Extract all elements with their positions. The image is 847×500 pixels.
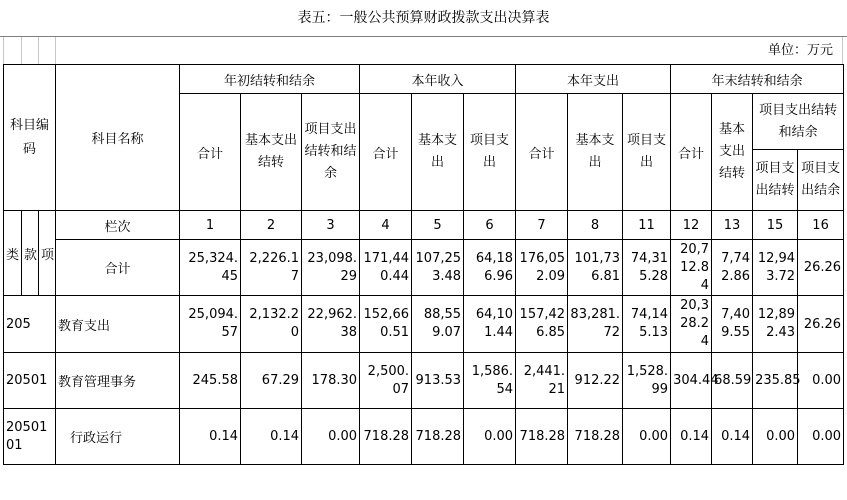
table-title: 表五：一般公共预算财政拨款支出决算表 — [297, 10, 550, 26]
column-number: 5 — [412, 211, 464, 240]
header-item: 项 — [39, 211, 56, 296]
spreadsheet-gridlines — [0, 36, 847, 65]
cell-value: 178.30 — [302, 353, 360, 409]
cell-value: 718.28 — [360, 409, 412, 465]
row-name: 教育支出 — [56, 296, 180, 353]
column-number: 6 — [464, 211, 516, 240]
cell-value: 171,440.44 — [360, 240, 412, 296]
column-number: 8 — [568, 211, 623, 240]
cell-value: 0.00 — [798, 409, 844, 465]
cell-value: 7,409.55 — [712, 296, 753, 353]
header-basic-carry: 基本支出结转 — [712, 94, 753, 211]
column-number: 2 — [241, 211, 302, 240]
cell-value: 20,712.84 — [671, 240, 712, 296]
column-number: 15 — [753, 211, 798, 240]
header-total: 合计 — [360, 94, 412, 211]
header-group-closing: 年末结转和结余 — [671, 65, 844, 94]
header-total: 合计 — [516, 94, 568, 211]
cell-value: 718.28 — [516, 409, 568, 465]
cell-value: 0.14 — [671, 409, 712, 465]
grid-line — [21, 37, 22, 65]
column-number: 16 — [798, 211, 844, 240]
cell-value: 83,281.72 — [568, 296, 623, 353]
row-name: 教育管理事务 — [56, 353, 180, 409]
cell-value: 20,328.24 — [671, 296, 712, 353]
column-number: 11 — [623, 211, 671, 240]
row-code: 205 — [4, 296, 56, 353]
cell-value: 0.14 — [712, 409, 753, 465]
cell-value: 0.14 — [180, 409, 241, 465]
cell-value: 7,742.86 — [712, 240, 753, 296]
cell-value: 152,660.51 — [360, 296, 412, 353]
column-number: 4 — [360, 211, 412, 240]
cell-value: 718.28 — [412, 409, 464, 465]
column-number: 1 — [180, 211, 241, 240]
header-name: 科目名称 — [56, 65, 180, 211]
header-project-carry: 项目支出结转和结余 — [302, 94, 360, 211]
cell-value: 304.44 — [671, 353, 712, 409]
cell-value: 88,559.07 — [412, 296, 464, 353]
header-basic-expense: 基本支出 — [412, 94, 464, 211]
header-project-carry-end: 项目支出结转和结余 — [753, 94, 844, 150]
header-project-expense: 项目支出 — [464, 94, 516, 211]
cell-value: 2,441.21 — [516, 353, 568, 409]
cell-value: 12,943.72 — [753, 240, 798, 296]
cell-value: 26.26 — [798, 240, 844, 296]
row-code: 20501 — [4, 353, 56, 409]
cell-value: 0.00 — [798, 353, 844, 409]
cell-value: 74,315.28 — [623, 240, 671, 296]
row-name: 行政运行 — [56, 409, 180, 465]
cell-value: 26.26 — [798, 296, 844, 353]
cell-value: 74,145.13 — [623, 296, 671, 353]
header-group-expenditure: 本年支出 — [516, 65, 671, 94]
unit-label: 单位：万元 — [767, 43, 833, 58]
cell-value: 718.28 — [568, 409, 623, 465]
cell-value: 0.14 — [241, 409, 302, 465]
cell-value: 2,132.20 — [241, 296, 302, 353]
column-number: 7 — [516, 211, 568, 240]
header-total: 合计 — [671, 94, 712, 211]
header-column-index: 栏次 — [56, 211, 180, 240]
header-code: 科目编码 — [4, 65, 56, 211]
cell-value: 22,962.38 — [302, 296, 360, 353]
cell-value: 2,500.07 — [360, 353, 412, 409]
cell-value: 64,186.96 — [464, 240, 516, 296]
column-number: 12 — [671, 211, 712, 240]
header-category: 类 — [4, 211, 22, 296]
header-total: 合计 — [180, 94, 241, 211]
header-group-opening: 年初结转和结余 — [180, 65, 360, 94]
cell-value: 64,101.44 — [464, 296, 516, 353]
cell-value: 67.29 — [241, 353, 302, 409]
cell-value: 25,324.45 — [180, 240, 241, 296]
header-project-expense: 项目支出 — [623, 94, 671, 211]
grid-line — [38, 37, 39, 65]
row-name: 合计 — [56, 240, 180, 296]
cell-value: 0.00 — [302, 409, 360, 465]
header-group-income: 本年收入 — [360, 65, 516, 94]
grid-line — [3, 37, 4, 65]
column-number: 3 — [302, 211, 360, 240]
row-code: 2050101 — [4, 409, 56, 465]
header-basic-carry: 基本支出结转 — [241, 94, 302, 211]
table-row-total — [4, 240, 844, 296]
header-section: 款 — [22, 211, 39, 296]
cell-value: 2,226.17 — [241, 240, 302, 296]
cell-value: 157,426.85 — [516, 296, 568, 353]
cell-value: 176,052.09 — [516, 240, 568, 296]
cell-value: 1,586.54 — [464, 353, 516, 409]
table-row — [4, 353, 844, 409]
cell-value: 0.00 — [623, 409, 671, 465]
cell-value: 912.22 — [568, 353, 623, 409]
header-basic-expense: 基本支出 — [568, 94, 623, 211]
expenditure-table — [3, 64, 844, 465]
cell-value: 0.00 — [753, 409, 798, 465]
cell-value: 913.53 — [412, 353, 464, 409]
cell-value: 101,736.81 — [568, 240, 623, 296]
header-project-carry-only: 项目支出结转 — [753, 150, 798, 211]
table-row — [4, 409, 844, 465]
table-row — [4, 296, 844, 353]
cell-value: 235.85 — [753, 353, 798, 409]
column-number: 13 — [712, 211, 753, 240]
cell-value: 23,098.29 — [302, 240, 360, 296]
grid-line — [842, 37, 843, 65]
grid-line — [55, 37, 56, 65]
cell-value: 12,892.43 — [753, 296, 798, 353]
cell-value: 68.59 — [712, 353, 753, 409]
cell-value: 0.00 — [464, 409, 516, 465]
cell-value: 1,528.99 — [623, 353, 671, 409]
cell-value: 107,253.48 — [412, 240, 464, 296]
cell-value: 245.58 — [180, 353, 241, 409]
cell-value: 25,094.57 — [180, 296, 241, 353]
header-project-surplus: 项目支出结余 — [798, 150, 844, 211]
